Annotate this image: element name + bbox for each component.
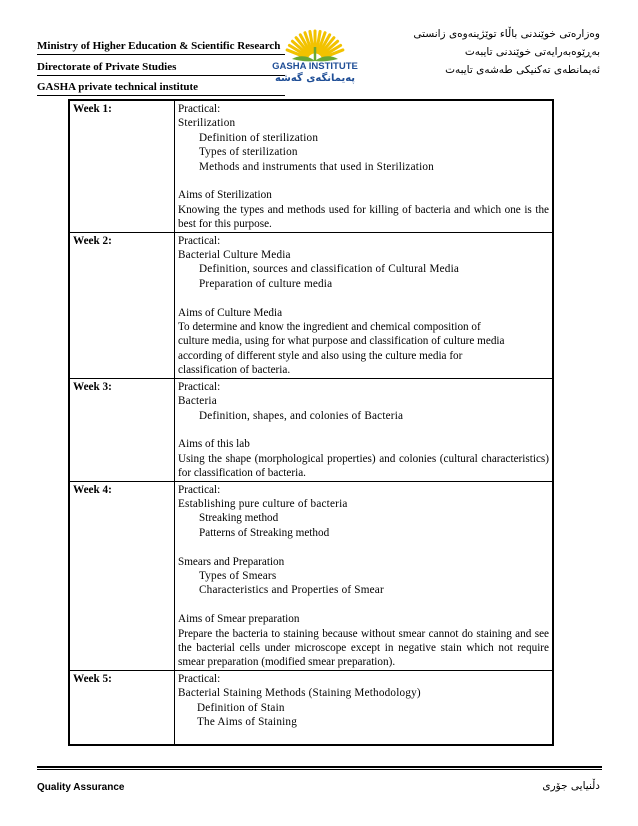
ministry-name-kurdish: وەزارەتی خوێندنی باڵاء توێژینەوەی زانستی <box>413 28 600 40</box>
spacer <box>178 423 549 437</box>
topic-subitem: Characteristics and Properties of Smear <box>199 584 384 597</box>
topic-subitem: The Aims of Staining <box>197 715 298 728</box>
content-line: Aims of this lab <box>178 438 250 451</box>
week-label: Week 4: <box>69 481 175 670</box>
logo-title: GASHA INSTITUTE <box>272 61 358 72</box>
topic-subitem: Methods and instruments that used in Sterilization <box>199 160 434 173</box>
directorate-name-kurdish: بەڕێوەبەرایەتی خوێندنی تایبەت <box>464 46 600 58</box>
header-divider <box>37 75 285 76</box>
topic-subitem: Types of Smears <box>199 569 277 582</box>
spacer <box>178 174 549 188</box>
content-line: Smears and Preparation <box>178 555 285 568</box>
content-line: Practical: <box>178 380 221 393</box>
content-line: Practical: <box>178 672 221 685</box>
aims-description: Knowing the types and methods used for killing of bacteria and which one is the best for this purpose. <box>178 203 549 231</box>
content-line: Practical: <box>178 103 221 115</box>
ministry-name: Ministry of Higher Education & Scientific Research <box>37 40 281 52</box>
content-line: To determine and know the ingredient and chemical composition of <box>178 321 481 334</box>
institute-name: GASHA private technical institute <box>37 81 199 93</box>
week-label: Week 2: <box>69 232 175 378</box>
topic-subitem: Definition of sterilization <box>199 131 319 144</box>
header-divider <box>37 95 285 96</box>
content-line: culture media, using for what purpose and classification of culture media <box>178 335 505 348</box>
content-line: Practical: <box>178 234 221 247</box>
week-label: Week 3: <box>69 378 175 481</box>
directorate-name: Directorate of Private Studies <box>37 61 177 73</box>
topic-subitem: Streaking method <box>199 512 279 525</box>
content-line: Aims of Smear preparation <box>178 613 300 626</box>
week-content <box>175 378 554 481</box>
spacer <box>178 540 549 554</box>
weekly-schedule-table <box>68 99 554 746</box>
content-line: Bacterial Culture Media <box>178 249 291 262</box>
spacer <box>178 291 549 305</box>
topic-subitem: Definition, sources and classification of Cultural Media <box>199 263 460 276</box>
footer-quality-assurance: Quality Assurance <box>37 782 125 793</box>
week-row <box>69 481 553 670</box>
aims-description: Using the shape (morphological properties) and colonies (cultural characteristics) for classification of bacteria. <box>178 452 549 480</box>
week-row <box>69 232 553 378</box>
header-divider <box>37 54 285 55</box>
topic-subitem: Types of sterilization <box>199 146 298 159</box>
week-row <box>69 670 553 745</box>
content-line: Aims of Culture Media <box>178 306 283 319</box>
week-content <box>175 481 554 670</box>
content-line: Sterilization <box>178 117 236 130</box>
week-row <box>69 378 553 481</box>
logo-subtitle: پەیمانگەی گەشە <box>274 73 356 84</box>
spacer <box>178 729 549 743</box>
topic-subitem: Preparation of culture media <box>199 277 333 290</box>
topic-subitem: Patterns of Streaking method <box>199 526 330 539</box>
content-line: Bacteria <box>178 395 217 408</box>
footer-divider <box>37 766 602 768</box>
spacer <box>178 598 549 612</box>
content-line: Aims of Sterilization <box>178 189 272 202</box>
aims-description: Prepare the bacteria to staining because without smear cannot do staining and see the bacterial cells under microscope except in negative stain which not require smear preparation (modified smear preparation). <box>178 627 549 669</box>
week-content <box>175 100 554 232</box>
content-line: according of different style and also using the culture media for <box>178 349 463 362</box>
footer-divider <box>37 769 602 770</box>
content-line: Establishing pure culture of bacteria <box>178 497 348 510</box>
week-content <box>175 670 554 745</box>
week-content <box>175 232 554 378</box>
content-line: Bacterial Staining Methods (Staining Methodology) <box>178 687 421 700</box>
topic-subitem: Definition of Stain <box>197 701 285 714</box>
week-row <box>69 100 553 232</box>
gasha-logo <box>268 25 362 87</box>
sunburst-icon <box>268 25 362 63</box>
content-line: Practical: <box>178 483 221 496</box>
footer-quality-assurance-kurdish: دڵنیایی جۆری <box>542 780 600 792</box>
week-label: Week 5: <box>69 670 175 745</box>
week-label: Week 1: <box>69 100 175 232</box>
content-line: classification of bacteria. <box>178 364 291 377</box>
topic-subitem: Definition, shapes, and colonies of Bacteria <box>199 409 404 422</box>
institute-name-kurdish: ئەیمانطەی تەکنیکی طەشەی تایبەت <box>445 64 600 76</box>
